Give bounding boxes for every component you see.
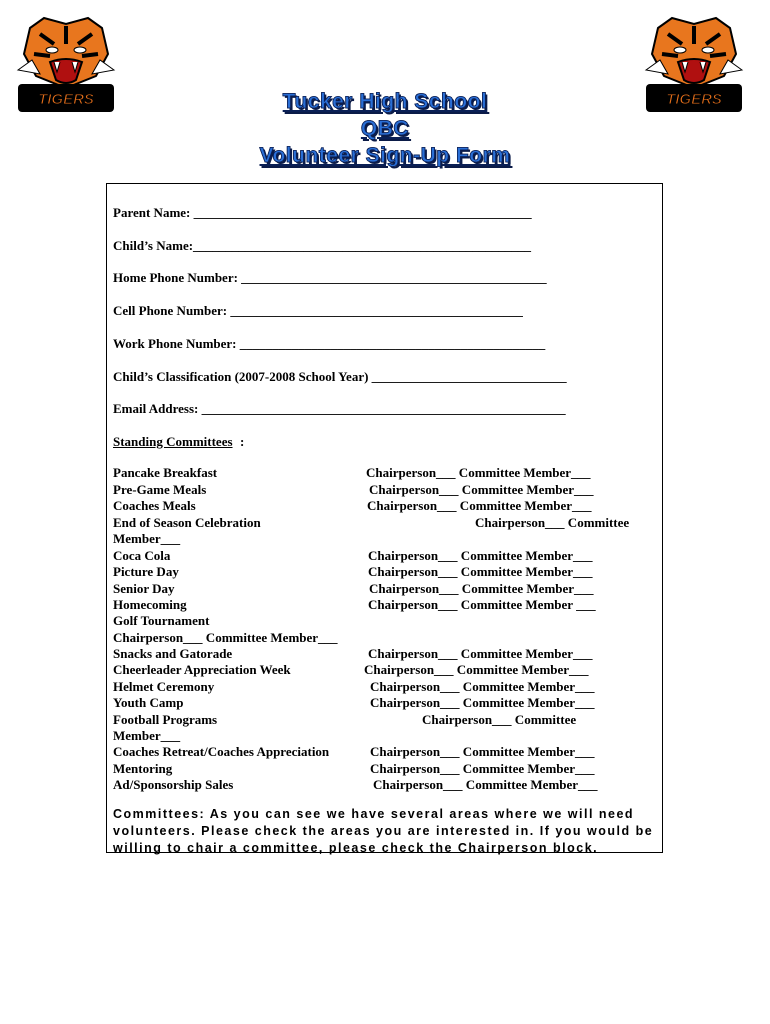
committee-name: Member___	[113, 531, 181, 546]
school-title: Tucker High School	[282, 90, 488, 113]
committee-name: Ad/Sponsorship Sales	[113, 777, 234, 792]
svg-text:TIGERS: TIGERS	[38, 91, 94, 108]
work-phone-field[interactable]: Work Phone Number: _______________________________________________	[113, 336, 546, 351]
committee-options[interactable]: Chairperson___ Committee Member___	[370, 744, 595, 759]
committee-options[interactable]: Chairperson___ Committee Member___	[364, 662, 589, 677]
committees-note: Committees: As you can see we have several areas where we will need volunteers. Please check the areas you are interested in. If you would be willing to chair a committee, please check the Chairperson block.	[113, 807, 654, 855]
committee-options[interactable]: Chairperson___ Committee Member___	[368, 564, 593, 579]
committee-options[interactable]: Chairperson___ Committee Member___	[367, 498, 592, 513]
tiger-head-icon	[646, 18, 742, 88]
committee-options[interactable]: Chairperson___ Committee Member___	[366, 465, 591, 480]
committee-name: Coaches Retreat/Coaches Appreciation	[113, 744, 330, 759]
club-title: QBC	[360, 117, 410, 140]
parent-name-field[interactable]: Parent Name: ____________________________________________________	[113, 205, 532, 220]
tiger-head-icon	[18, 18, 114, 88]
committee-name: Homecoming	[113, 597, 187, 612]
committee-name: Picture Day	[113, 564, 179, 579]
home-phone-field[interactable]: Home Phone Number: _______________________________________________	[113, 270, 547, 285]
committee-options[interactable]: Chairperson___ Committee Member ___	[368, 597, 596, 612]
committee-name: Coaches Meals	[113, 498, 196, 513]
svg-text:TIGERS: TIGERS	[666, 91, 722, 108]
standing-committees-heading: Standing Committees	[113, 434, 233, 449]
committee-options[interactable]: Chairperson___ Committee	[475, 515, 630, 530]
committee-options[interactable]: Chairperson___ Committee Member___	[369, 482, 594, 497]
committee-options[interactable]: Chairperson___ Committee	[422, 712, 577, 727]
committee-options[interactable]: Chairperson___ Committee Member___	[368, 548, 593, 563]
committee-name: Golf Tournament	[113, 613, 210, 628]
committee-name: Mentoring	[113, 761, 173, 776]
committee-name: Pre-Game Meals	[113, 482, 207, 497]
child-classification-field[interactable]: Child’s Classification (2007-2008 School Year) ______________________________	[113, 369, 567, 384]
committee-options[interactable]: Chairperson___ Committee Member___	[370, 695, 595, 710]
committee-name: Coca Cola	[113, 548, 171, 563]
committee-name: Member___	[113, 728, 181, 743]
committee-name: Pancake Breakfast	[113, 465, 218, 480]
committee-options[interactable]: Chairperson___ Committee Member___	[369, 581, 594, 596]
committee-name: Cheerleader Appreciation Week	[113, 662, 291, 677]
committee-options[interactable]: Chairperson___ Committee Member___	[373, 777, 598, 792]
committee-name: Football Programs	[113, 712, 218, 727]
committee-name: Helmet Ceremony	[113, 679, 215, 694]
committee-options-golf[interactable]: Chairperson___ Committee Member___	[113, 630, 338, 645]
child-name-field[interactable]: Child’s Name:____________________________________________________	[113, 238, 532, 253]
form-title: Volunteer Sign-Up Form	[259, 144, 511, 167]
heading-colon: :	[240, 434, 245, 449]
cell-phone-field[interactable]: Cell Phone Number: _____________________________________________	[113, 303, 523, 318]
committee-name: End of Season Celebration	[113, 515, 261, 530]
committee-name: Senior Day	[113, 581, 175, 596]
committee-options[interactable]: Chairperson___ Committee Member___	[370, 761, 595, 776]
committee-name: Youth Camp	[113, 695, 184, 710]
committee-name: Snacks and Gatorade	[113, 646, 233, 661]
committee-options[interactable]: Chairperson___ Committee Member___	[370, 679, 595, 694]
email-address-field[interactable]: Email Address: ________________________________________________________	[113, 401, 566, 416]
committee-options[interactable]: Chairperson___ Committee Member___	[368, 646, 593, 661]
